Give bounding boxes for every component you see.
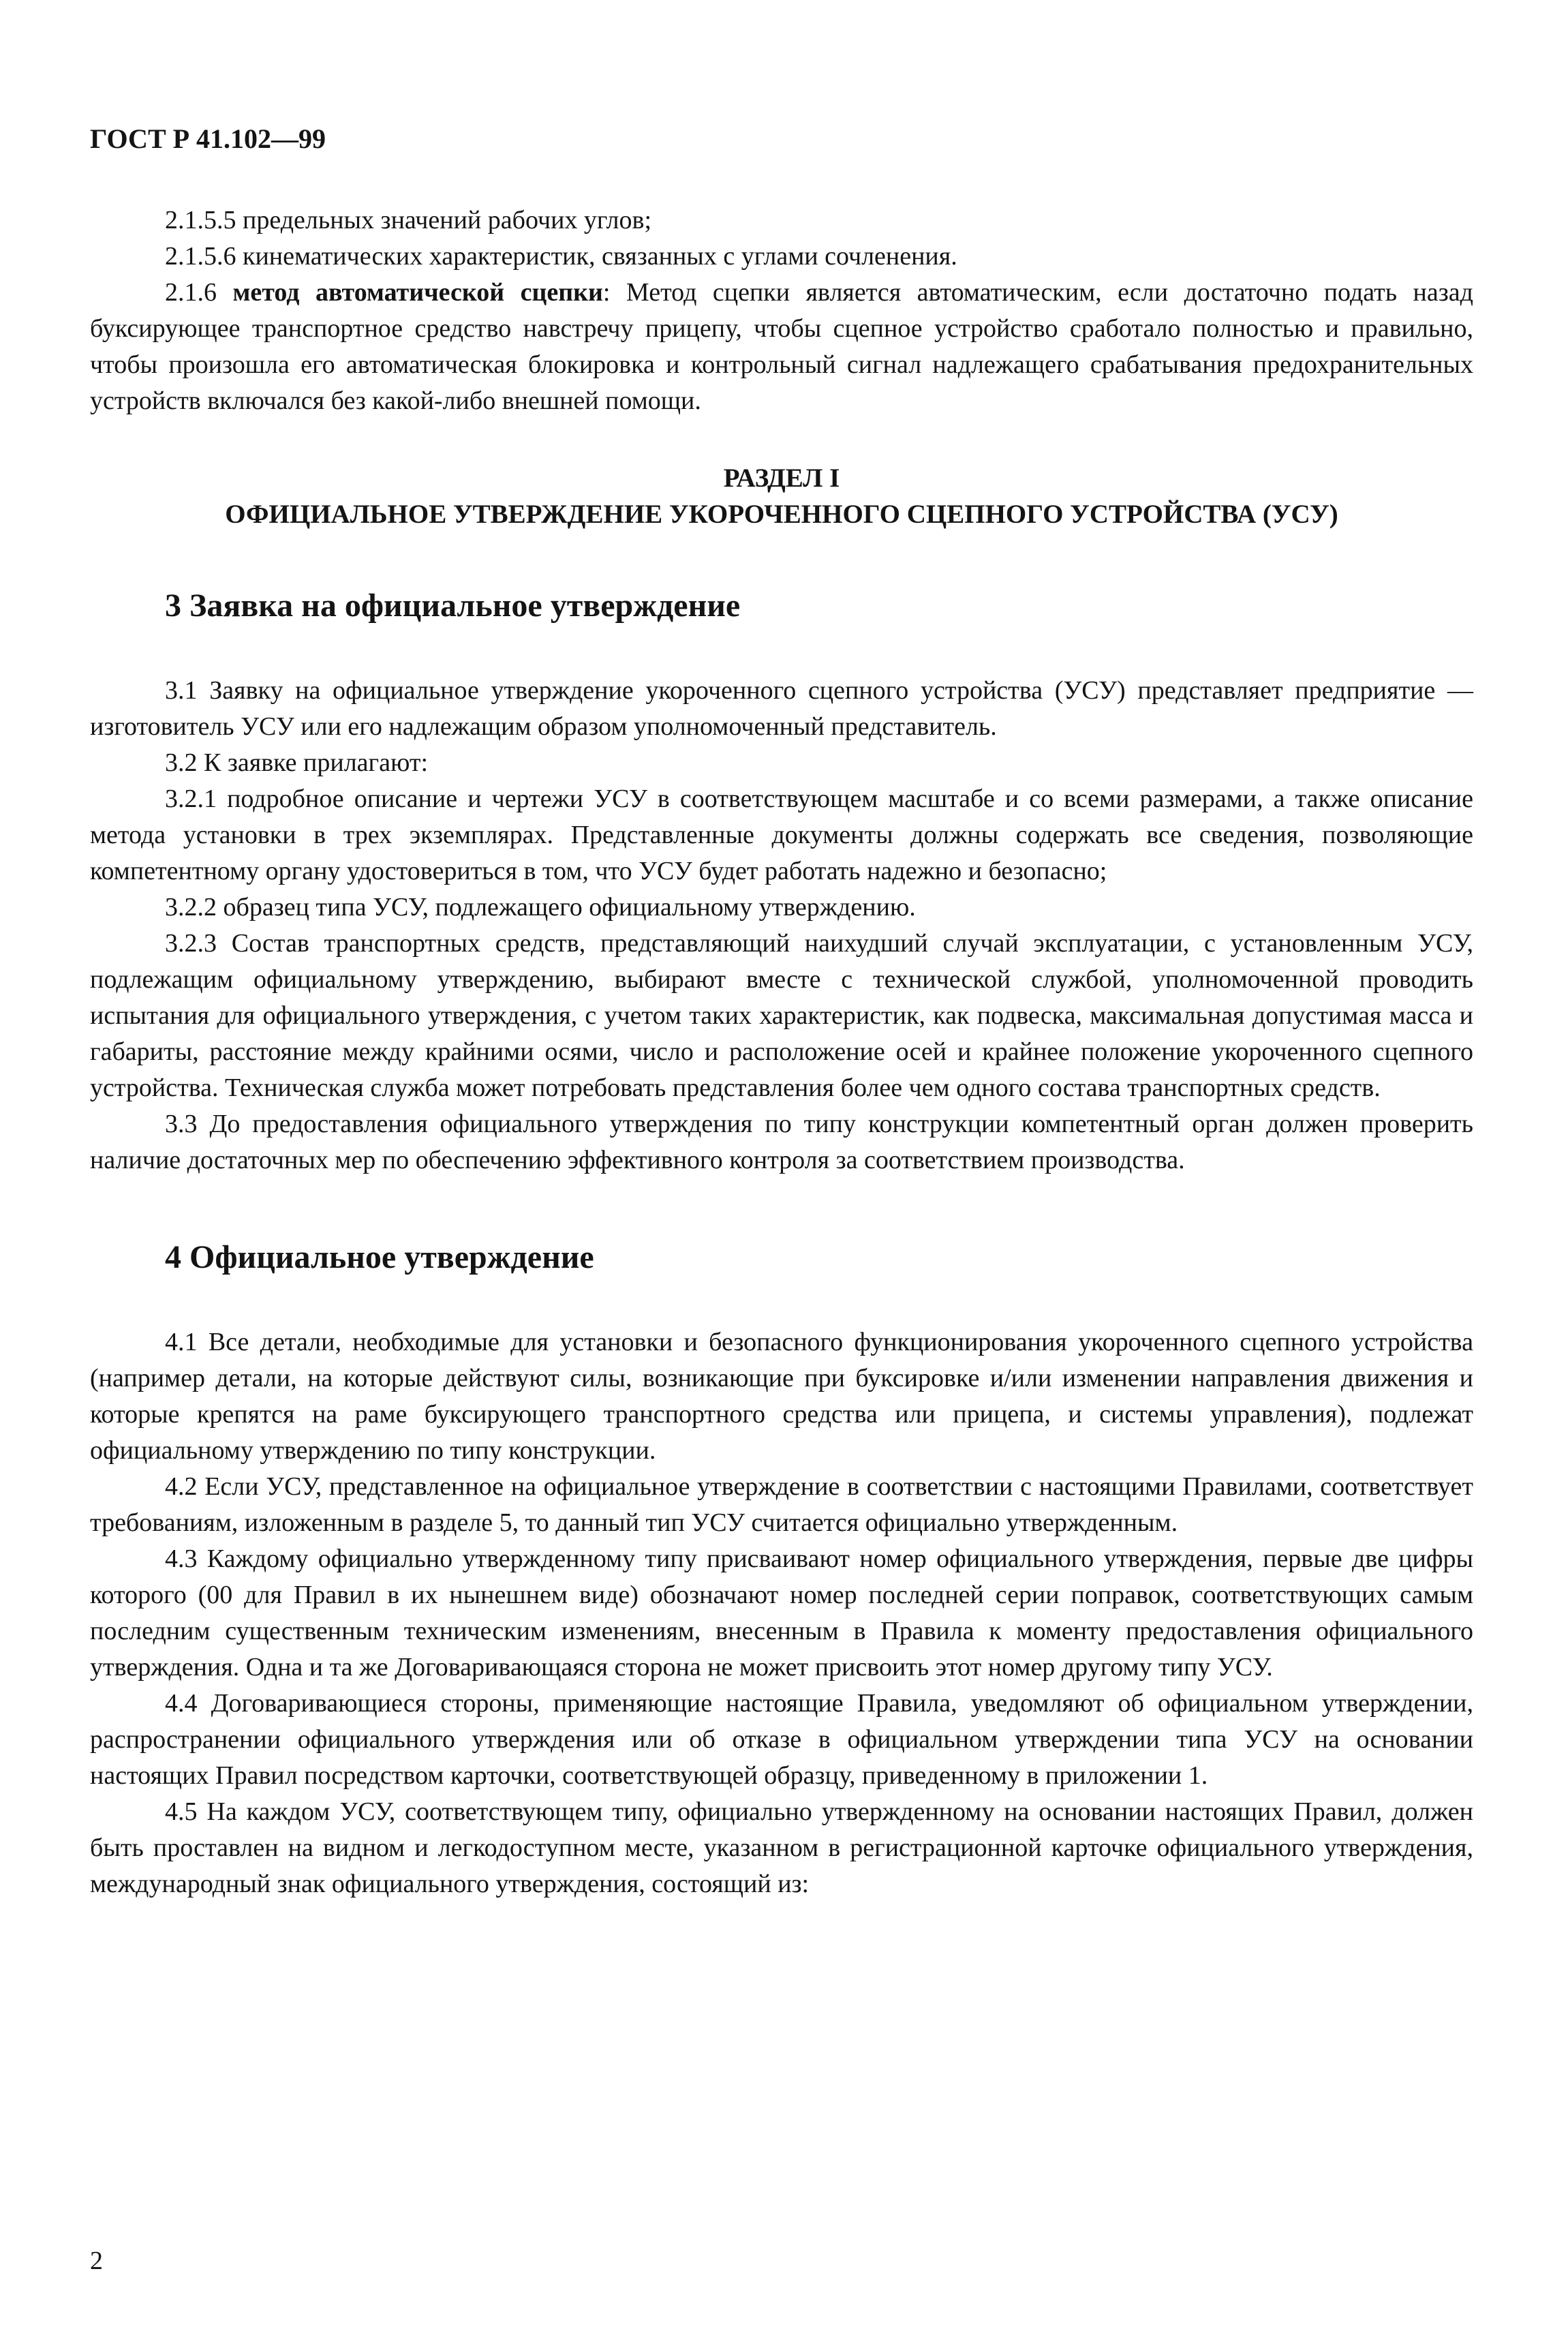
page-number: 2 [90,2247,103,2275]
paragraph-2-1-6 [90,275,1473,419]
paragraph-2-1-5-6: 2.1.5.6 кинематических характеристик, связанных с углами сочленения. [165,242,957,271]
paragraph-4-5: 4.5 На каждом УСУ, соответствующем типу, официально утвержденному на основании настоящих Правил, должен быть проставлен на видном и легкодоступном месте, указанном в регистрационной карточке официального утверждения, международный знак официального утверждения, состоящий из: [90,1797,1473,1898]
defined-term: метод автоматической сцепки [232,278,603,307]
paragraph-number: 2.1.6 [165,278,233,307]
paragraph-2-1-5-5: 2.1.5.5 предельных значений рабочих углов; [165,206,652,234]
paragraph-text: : Метод сцепки является автоматическим, если достаточно подать назад буксирующее транспортное средство навстречу прицепу, чтобы сцепное устройство сработало полностью и правильно, чтобы произошла его автоматическая блокировка и контрольный сигнал надлежащего срабатывания предохранительных устройств включался без какой-либо внешней помощи. [90,278,1473,415]
paragraph-4-3: 4.3 Каждому официально утвержденному типу присваивают номер официального утверждения, первые две цифры которого (00 для Правил в их нынешнем виде) обозначают номер последней серии поправок, соответствующих самым последним существенным техническим изменениям, внесенным в Правила к моменту предоставления официального утверждения. Одна и та же Договаривающаяся сторона не может присвоить этот номер другому типу УСУ. [90,1544,1473,1681]
paragraph-3-3: 3.3 До предоставления официального утверждения по типу конструкции компетентный орган должен проверить наличие достаточных мер по обеспечению эффективного контроля за соответствием производства. [90,1110,1473,1174]
paragraph-3-1: 3.1 Заявку на официальное утверждение укороченного сцепного устройства (УСУ) представляет предприятие — изготовитель УСУ или его надлежащим образом уполномоченный представитель. [90,676,1473,741]
section-number: РАЗДЕЛ I [723,463,840,493]
heading-clause-4: 4 Официальное утверждение [165,1239,594,1275]
paragraph-3-2-1: 3.2.1 подробное описание и чертежи УСУ в соответствующем масштабе и со всеми размерами, а также описание метода установки в трех экземплярах. Представленные документы должны содержать все сведения, позволяющие компетентному органу удостовериться в том, что УСУ будет работать надежно и безопасно; [90,785,1473,885]
paragraph-4-4: 4.4 Договаривающиеся стороны, применяющие настоящие Правила, уведомляют об официальном утверждении, распространении официального утверждения или об отказе в официальном утверждении типа УСУ на основании настоящих Правил посредством карточки, соответствующей образцу, приведенному в приложении 1. [90,1689,1473,1790]
paragraph-3-2-3: 3.2.3 Состав транспортных средств, представляющий наихудший случай эксплуатации, с установленным УСУ, подлежащим официальному утверждению, выбирают вместе с технической службой, уполномоченной проводить испытания для официального утверждения, с учетом таких характеристик, как подвеска, максимальная допустимая масса и габариты, расстояние между крайними осями, число и расположение осей и крайнее положение укороченного сцепного устройства. Техническая служба может потребовать представления более чем одного состава транспортных средств. [90,929,1473,1102]
paragraph-4-2: 4.2 Если УСУ, представленное на официальное утверждение в соответствии с настоящими Правилами, соответствует требованиям, изложенным в разделе 5, то данный тип УСУ считается официально утвержденным. [90,1472,1473,1537]
paragraph-3-2-2: 3.2.2 образец типа УСУ, подлежащего официальному утверждению. [165,893,916,922]
paragraph-3-2: 3.2 К заявке прилагают: [165,748,429,777]
section-title: ОФИЦИАЛЬНОЕ УТВЕРЖДЕНИЕ УКОРОЧЕННОГО СЦЕПНОГО УСТРОЙСТВА (УСУ) [225,500,1338,529]
heading-clause-3: 3 Заявка на официальное утверждение [165,588,741,624]
paragraph-4-1: 4.1 Все детали, необходимые для установки и безопасного функционирования укороченного сцепного устройства (например детали, на которые действуют силы, возникающие при буксировке и/или изменении направления движения и которые крепятся на раме буксирующего транспортного средства или прицепа, и системы управления), подлежат официальному утверждению по типу конструкции. [90,1328,1473,1465]
section-heading [90,460,1473,532]
document-page [90,123,1473,1902]
document-header: ГОСТ Р 41.102—99 [90,123,326,154]
